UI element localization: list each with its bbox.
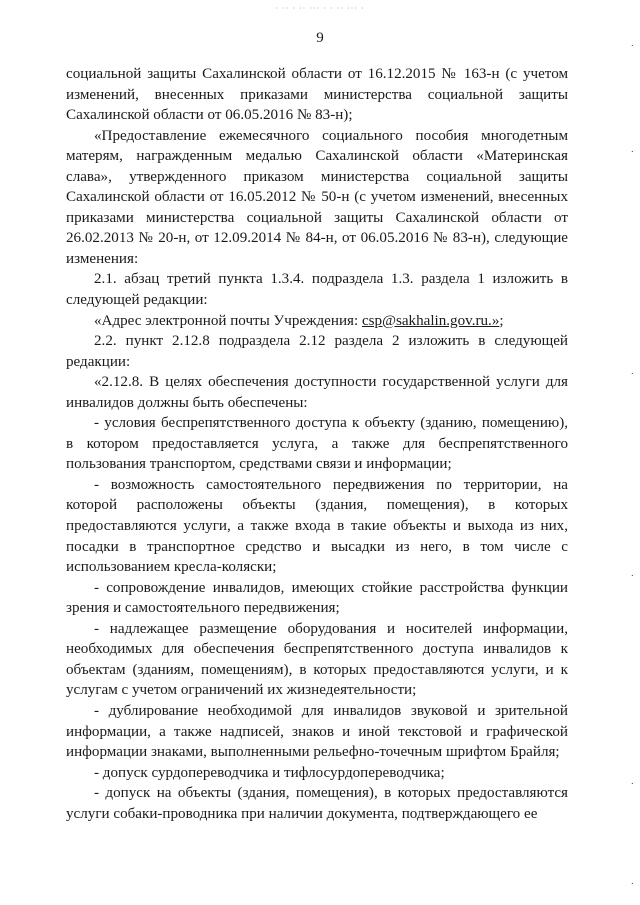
- list-item: - возможность самостоятельного передвижения по территории, на которой расположены объекты (здания, помещения), в которых предоставляются услуги, а также входа в такие объекты и выхода из них, посадки в транспортное средство и высадки из него, в том числе с использованием кресла-коляски;: [66, 476, 568, 576]
- paragraph-continuation: социальной защиты Сахалинской области от 16.12.2015 № 163-н (с учетом изменений, внесенных приказами министерства социальной защиты Сахалинской области от 06.05.2016 № 83-н);: [66, 66, 568, 124]
- scan-margin-mark: ˙: [630, 150, 634, 161]
- list-item: - допуск на объекты (здания, помещения), в которых предоставляются услуги собаки-проводника при наличии документа, подтверждающего ее: [66, 785, 568, 822]
- paragraph-clause-2-1: 2.1. абзац третий пункта 1.3.4. подраздела 1.3. раздела 1 изложить в следующей редакции:: [66, 271, 568, 309]
- paragraph-email: [66, 311, 568, 332]
- list-item: - надлежащее размещение оборудования и носителей информации, необходимых для обеспечения беспрепятственного доступа инвалидов к объектам (зданиям, помещениям), в которых предоставляются услуги, и к услугам с учетом ограничений их жизнедеятельности;: [66, 620, 568, 699]
- scan-margin-mark: ˙: [630, 574, 634, 585]
- list-item: - условия беспрепятственного доступа к объекту (зданию, помещению), в котором предоставляется услуга, а также для беспрепятственного пользования транспортом, средствами связи и информации;: [66, 415, 568, 473]
- email-prefix: «Адрес электронной почты Учреждения:: [94, 312, 362, 329]
- paragraph-2-12-8: «2.12.8. В целях обеспечения доступности государственной услуги для инвалидов должны быть обеспечены:: [66, 374, 568, 411]
- list-item: - допуск сурдопереводчика и тифлосурдопереводчика;: [94, 764, 445, 781]
- email-link[interactable]: csp@sakhalin.gov.ru.»: [361, 312, 500, 329]
- scan-margin-mark: ˙: [630, 882, 634, 893]
- scan-margin-mark: ˙: [630, 44, 634, 55]
- email-suffix: ;: [499, 312, 504, 329]
- paragraph-regulation-title: «Предоставление ежемесячного социального пособия многодетным матерям, награжденным медалью Сахалинской области «Материнская слава», утвержденного приказом министерства социальной защиты Сахалинской области от 16.05.2012 № 50-н (с учетом изменений, внесенных приказами министерства социальной защиты Сахалинской области от 26.02.2013 № 20-н, от 12.09.2014 № 84-н, от 06.05.2016 № 83-н), следующие изменения:: [66, 127, 568, 267]
- paragraph-clause-2-2: 2.2. пункт 2.12.8 подраздела 2.12 раздела 2 изложить в следующей редакции:: [66, 333, 568, 370]
- list-item: - сопровождение инвалидов, имеющих стойкие расстройства функции зрения и самостоятельного передвижения;: [66, 579, 568, 617]
- page-number: 9: [316, 30, 324, 46]
- scan-margin-mark: ˙: [630, 782, 634, 793]
- list-item: - дублирование необходимой для инвалидов звуковой и зрительной информации, а также надписей, знаков и иной текстовой и графической информации знаками, выполненными рельефно-точечным шрифтом Брайля;: [66, 702, 568, 761]
- scan-margin-mark: ˙: [630, 372, 634, 383]
- scan-noise: · ·· · ·· ··· · · ·· ··· ·: [275, 4, 365, 13]
- document-body: [66, 64, 568, 824]
